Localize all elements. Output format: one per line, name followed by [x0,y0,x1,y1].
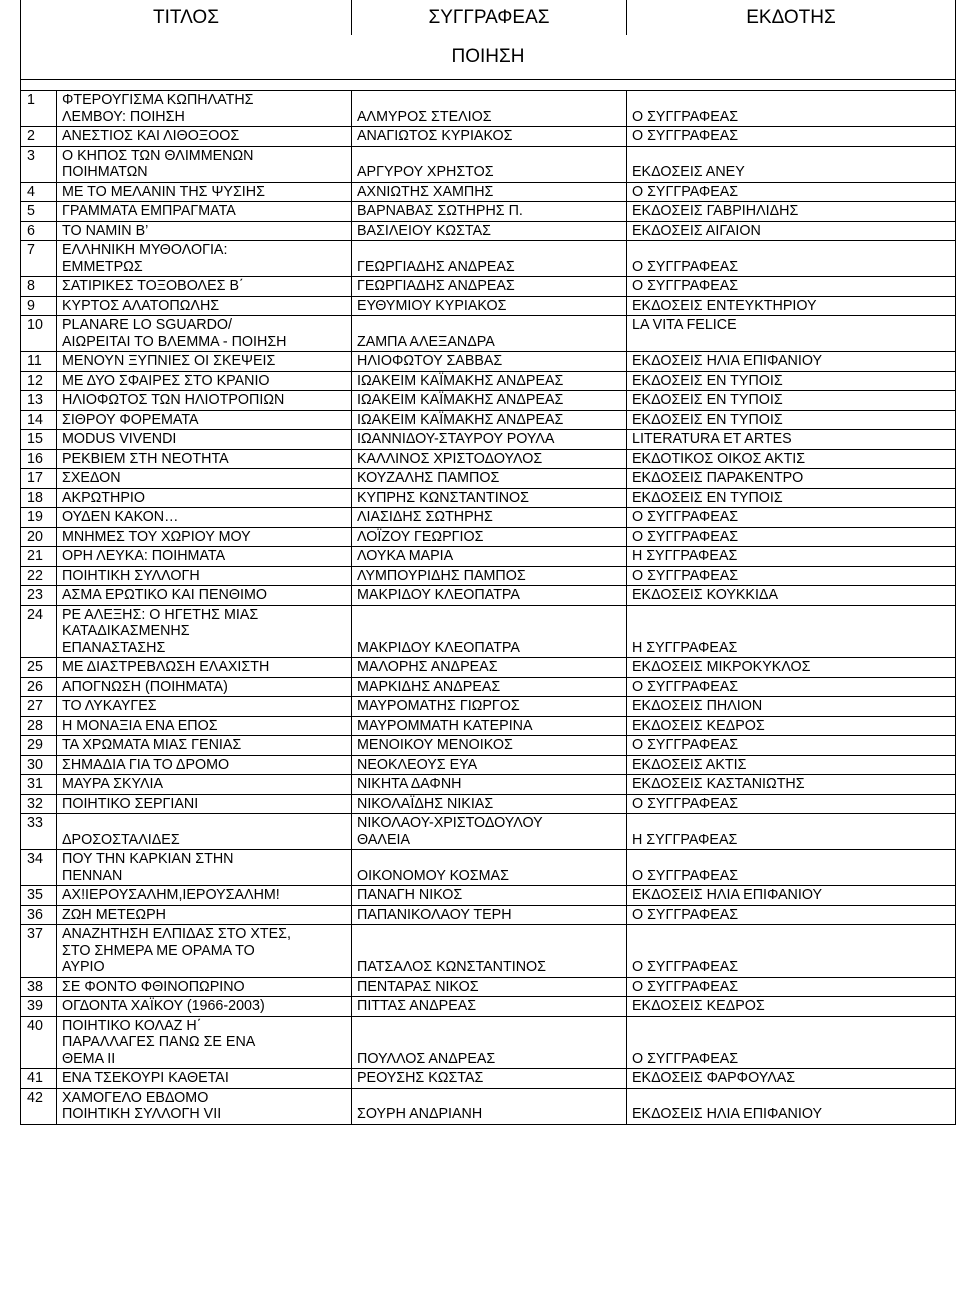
table-row [21,527,956,547]
row-publisher: Ο ΣΥΓΓΡΑΦΕΑΣ [627,925,956,978]
table-row [21,316,956,352]
row-number: 31 [21,775,57,795]
row-number: 42 [21,1088,57,1124]
table-row [21,716,956,736]
row-number: 23 [21,586,57,606]
table-body [21,80,956,1125]
row-number: 38 [21,977,57,997]
row-title: ΣΕ ΦΟΝΤΟ ΦΘΙΝΟΠΩΡΙΝΟ [57,977,352,997]
header-publisher: ΕΚΔΟΤΗΣ [627,0,956,35]
row-number: 26 [21,677,57,697]
row-publisher: ΕΚΔΟΣΕΙΣ ΓΑΒΡΙΗΛΙΔΗΣ [627,202,956,222]
row-publisher: ΕΚΔΟΣΕΙΣ ΑΚΤΙΣ [627,755,956,775]
row-title: ΜΕ ΔΙΑΣΤΡΕΒΛΩΣΗ ΕΛΑΧΙΣΤΗ [57,658,352,678]
row-author: ΝΕΟΚΛΕΟΥΣ ΕΥΑ [352,755,627,775]
row-title: ΣΙΘΡΟΥ ΦΟΡΕΜΑΤΑ [57,410,352,430]
row-publisher: Ο ΣΥΓΓΡΑΦΕΑΣ [627,527,956,547]
row-author: ΜΑΚΡΙΔΟΥ ΚΛΕΟΠΑΤΡΑ [352,586,627,606]
row-author: ΗΛΙΟΦΩΤΟΥ ΣΑΒΒΑΣ [352,352,627,372]
table-row [21,794,956,814]
table-row [21,566,956,586]
row-number: 24 [21,605,57,658]
row-publisher: Ο ΣΥΓΓΡΑΦΕΑΣ [627,182,956,202]
row-publisher: LA VITA FELICE [627,316,956,352]
row-publisher: ΕΚΔΟΣΕΙΣ ΕΝ ΤΥΠΟΙΣ [627,488,956,508]
row-author: ΜΑΛΟΡΗΣ ΑΝΔΡΕΑΣ [352,658,627,678]
table-row [21,736,956,756]
row-author: ΑΝΑΓΙΩΤΟΣ ΚΥΡΙΑΚΟΣ [352,127,627,147]
section-label: ΠΟΙΗΣΗ [21,35,956,80]
row-publisher: ΕΚΔΟΣΕΙΣ ΕΝ ΤΥΠΟΙΣ [627,410,956,430]
row-author: ΚΑΛΛΙΝΟΣ ΧΡΙΣΤΟΔΟΥΛΟΣ [352,449,627,469]
row-publisher: Ο ΣΥΓΓΡΑΦΕΑΣ [627,277,956,297]
row-publisher: ΕΚΔΟΣΕΙΣ ΕΝΤΕΥΚΤΗΡΙΟΥ [627,296,956,316]
row-author: ΛΥΜΠΟΥΡΙΔΗΣ ΠΑΜΠΟΣ [352,566,627,586]
row-author: ΚΥΠΡΗΣ ΚΩΝΣΤΑΝΤΙΝΟΣ [352,488,627,508]
table-row [21,905,956,925]
row-publisher: ΕΚΔΟΣΕΙΣ ΦΑΡΦΟΥΛΑΣ [627,1069,956,1089]
row-publisher: ΕΚΔΟΣΕΙΣ ΗΛΙΑ ΕΠΙΦΑΝΙΟΥ [627,1088,956,1124]
row-number: 10 [21,316,57,352]
row-title: ΣΑΤΙΡΙΚΕΣ ΤΟΞΟΒΟΛΕΣ Β΄ [57,277,352,297]
row-author: ΜΑΥΡΟΜΑΤΗΣ ΓΙΩΡΓΟΣ [352,697,627,717]
header-row [21,0,956,35]
row-author: ΠΑΤΣΑΛΟΣ ΚΩΝΣΤΑΝΤΙΝΟΣ [352,925,627,978]
row-author: ΠΑΠΑΝΙΚΟΛΑΟΥ ΤΕΡΗ [352,905,627,925]
row-author: ΠΑΝΑΓΗ ΝΙΚΟΣ [352,886,627,906]
row-author: ΜΕΝΟΙΚΟΥ ΜΕΝΟΙΚΟΣ [352,736,627,756]
row-title: MODUS VIVENDI [57,430,352,450]
row-publisher: ΕΚΔΟΣΕΙΣ ΑΝΕΥ [627,146,956,182]
row-publisher: Ο ΣΥΓΓΡΑΦΕΑΣ [627,794,956,814]
row-author: ΡΕΟΥΣΗΣ ΚΩΣΤΑΣ [352,1069,627,1089]
row-publisher: ΕΚΔΟΣΕΙΣ ΚΕΔΡΟΣ [627,716,956,736]
row-title: ΜΕ ΔΥΟ ΣΦΑΙΡΕΣ ΣΤΟ ΚΡΑΝΙΟ [57,371,352,391]
row-author: ΣΟΥΡΗ ΑΝΔΡΙΑΝΗ [352,1088,627,1124]
table-row [21,1088,956,1124]
row-number: 22 [21,566,57,586]
row-title: PLANARE LO SGUARDO/ ΑΙΩΡΕΙΤΑΙ ΤΟ ΒΛΕΜΜΑ - ΠΟΙΗΣΗ [57,316,352,352]
row-number: 27 [21,697,57,717]
row-publisher: ΕΚΔΟΣΕΙΣ ΠΗΛΙΟΝ [627,697,956,717]
row-author: ΛΟΪΖΟΥ ΓΕΩΡΓΙΟΣ [352,527,627,547]
row-author: ΚΟΥΖΑΛΗΣ ΠΑΜΠΟΣ [352,469,627,489]
table-row [21,296,956,316]
row-author: ΝΙΚΟΛΑΟΥ-ΧΡΙΣΤΟΔΟΥΛΟΥ ΘΑΛΕΙΑ [352,814,627,850]
row-title: ΗΛΙΟΦΩΤΟΣ ΤΩΝ ΗΛΙΟΤΡΟΠΙΩΝ [57,391,352,411]
row-title: ΜΕ ΤΟ ΜΕΛΑΝΙΝ ΤΗΣ ΨΥΣΙΗΣ [57,182,352,202]
table-row [21,977,956,997]
row-number: 9 [21,296,57,316]
table-row [21,410,956,430]
row-author: ΠΕΝΤΑΡΑΣ ΝΙΚΟΣ [352,977,627,997]
row-title: ΠΟΙΗΤΙΚΟ ΣΕΡΓΙΑΝΙ [57,794,352,814]
row-number: 5 [21,202,57,222]
row-publisher: Η ΣΥΓΓΡΑΦΕΑΣ [627,814,956,850]
row-author: ΜΑΡΚΙΔΗΣ ΑΝΔΡΕΑΣ [352,677,627,697]
row-title: ΕΛΛΗΝΙΚΗ ΜΥΘΟΛΟΓΙΑ: ΕΜΜΕΤΡΩΣ [57,241,352,277]
row-number: 16 [21,449,57,469]
row-publisher: Η ΣΥΓΓΡΑΦΕΑΣ [627,605,956,658]
row-author: ΕΥΘΥΜΙΟΥ ΚΥΡΙΑΚΟΣ [352,296,627,316]
row-title: ΑΣΜΑ ΕΡΩΤΙΚΟ ΚΑΙ ΠΕΝΘΙΜΟ [57,586,352,606]
row-author: ΙΩΑΚΕΙΜ ΚΑΪΜΑΚΗΣ ΑΝΔΡΕΑΣ [352,371,627,391]
row-title: ΕΝΑ ΤΣΕΚΟΥΡΙ ΚΑΘΕΤΑΙ [57,1069,352,1089]
row-number: 17 [21,469,57,489]
row-title: ΔΡΟΣΟΣΤΑΛΙΔΕΣ [57,814,352,850]
row-title: ΑΝΕΣΤΙΟΣ ΚΑΙ ΛΙΘΟΞΟΟΣ [57,127,352,147]
row-publisher: ΕΚΔΟΣΕΙΣ ΚΕΔΡΟΣ [627,997,956,1017]
table-row [21,814,956,850]
row-publisher: Ο ΣΥΓΓΡΑΦΕΑΣ [627,977,956,997]
table-row [21,755,956,775]
row-author: ΑΡΓΥΡΟΥ ΧΡΗΣΤΟΣ [352,146,627,182]
table-row [21,469,956,489]
row-title: ΓΡΑΜΜΑΤΑ ΕΜΠΡΑΓΜΑΤΑ [57,202,352,222]
row-title: ΜΝΗΜΕΣ ΤΟΥ ΧΩΡΙΟΥ ΜΟΥ [57,527,352,547]
table-row [21,697,956,717]
row-title: Ο ΚΗΠΟΣ ΤΩΝ ΘΛΙΜΜΕΝΩΝ ΠΟΙΗΜΑΤΩΝ [57,146,352,182]
row-title: ΜΑΥΡΑ ΣΚΥΛΙΑ [57,775,352,795]
row-title: ΚΥΡΤΟΣ ΑΛΑΤΟΠΩΛΗΣ [57,296,352,316]
row-title: ΑΠΟΓΝΩΣΗ (ΠΟΙΗΜΑΤΑ) [57,677,352,697]
row-number: 28 [21,716,57,736]
row-author: ΛΙΑΣΙΔΗΣ ΣΩΤΗΡΗΣ [352,508,627,528]
row-number: 12 [21,371,57,391]
table-row [21,277,956,297]
row-number: 19 [21,508,57,528]
row-publisher: ΕΚΔΟΣΕΙΣ ΜΙΚΡΟΚΥΚΛΟΣ [627,658,956,678]
table-row [21,658,956,678]
row-number: 39 [21,997,57,1017]
table-row [21,352,956,372]
row-title: ΠΟΙΗΤΙΚΟ ΚΟΛΑΖ Η΄ ΠΑΡΑΛΛΑΓΕΣ ΠΑΝΩ ΣΕ ΕΝΑ ΘΕΜΑ ΙΙ [57,1016,352,1069]
table-row [21,182,956,202]
row-author: ΒΑΡΝΑΒΑΣ ΣΩΤΗΡΗΣ Π. [352,202,627,222]
table-row [21,586,956,606]
row-title: ΜΕΝΟΥΝ ΞΥΠΝΙΕΣ ΟΙ ΣΚΕΨΕΙΣ [57,352,352,372]
row-publisher: Ο ΣΥΓΓΡΑΦΕΑΣ [627,127,956,147]
row-number: 34 [21,850,57,886]
table-row [21,605,956,658]
row-number: 2 [21,127,57,147]
row-number: 20 [21,527,57,547]
header-author: ΣΥΓΓΡΑΦΕΑΣ [352,0,627,35]
row-number: 35 [21,886,57,906]
row-author: ΟΙΚΟΝΟΜΟΥ ΚΟΣΜΑΣ [352,850,627,886]
row-number: 4 [21,182,57,202]
row-author: ΠΙΤΤΑΣ ΑΝΔΡΕΑΣ [352,997,627,1017]
row-author: ΑΛΜΥΡΟΣ ΣΤΕΛΙΟΣ [352,91,627,127]
section-row [21,35,956,80]
row-title: ΠΟΥ ΤΗΝ ΚΑΡΚΙΑΝ ΣΤΗΝ ΠΕΝΝΑΝ [57,850,352,886]
table-row [21,775,956,795]
table-row [21,91,956,127]
table-row [21,1016,956,1069]
row-title: ΟΓΔΟΝΤΑ ΧΑΪΚΟΥ (1966-2003) [57,997,352,1017]
row-publisher: ΕΚΔΟΣΕΙΣ ΗΛΙΑ ΕΠΙΦΑΝΙΟΥ [627,886,956,906]
row-author: ΛΟΥΚΑ ΜΑΡΙΑ [352,547,627,567]
row-publisher: Ο ΣΥΓΓΡΑΦΕΑΣ [627,677,956,697]
row-title: ΖΩΗ ΜΕΤΕΩΡΗ [57,905,352,925]
table-row [21,449,956,469]
row-title: ΤΟ ΛΥΚΑΥΓΕΣ [57,697,352,717]
row-number: 29 [21,736,57,756]
row-publisher: Ο ΣΥΓΓΡΑΦΕΑΣ [627,1016,956,1069]
row-publisher: Ο ΣΥΓΓΡΑΦΕΑΣ [627,736,956,756]
row-title: ΡΕΚΒΙΕΜ ΣΤΗ ΝΕΟΤΗΤΑ [57,449,352,469]
row-publisher: Ο ΣΥΓΓΡΑΦΕΑΣ [627,850,956,886]
row-author: ΑΧΝΙΩΤΗΣ ΧΑΜΠΗΣ [352,182,627,202]
row-author: ΙΩΑΚΕΙΜ ΚΑΪΜΑΚΗΣ ΑΝΔΡΕΑΣ [352,391,627,411]
table-row [21,677,956,697]
table-row [21,997,956,1017]
row-title: ΧΑΜΟΓΕΛΟ ΕΒΔΟΜΟ ΠΟΙΗΤΙΚΗ ΣΥΛΛΟΓΗ VII [57,1088,352,1124]
row-author: ΝΙΚΗΤΑ ΔΑΦΝΗ [352,775,627,795]
table-row [21,488,956,508]
row-title: ΣΧΕΔΟΝ [57,469,352,489]
table-row [21,547,956,567]
row-author: ΙΩΑΚΕΙΜ ΚΑΪΜΑΚΗΣ ΑΝΔΡΕΑΣ [352,410,627,430]
spacer-row [21,80,956,91]
table-row [21,202,956,222]
row-number: 25 [21,658,57,678]
row-title: ΡΕ ΑΛΕΞΗΣ: Ο ΗΓΕΤΗΣ ΜΙΑΣ ΚΑΤΑΔΙΚΑΣΜΕΝΗΣ ΕΠΑΝΑΣΤΑΣΗΣ [57,605,352,658]
row-title: ΑΧ!ΙΕΡΟΥΣΑΛΗΜ,ΙΕΡΟΥΣΑΛΗΜ! [57,886,352,906]
row-number: 8 [21,277,57,297]
row-publisher: Ο ΣΥΓΓΡΑΦΕΑΣ [627,508,956,528]
table-row [21,430,956,450]
row-number: 15 [21,430,57,450]
row-publisher: ΕΚΔΟΣΕΙΣ ΕΝ ΤΥΠΟΙΣ [627,371,956,391]
header-title: ΤΙΤΛΟΣ [21,0,352,35]
table-row [21,221,956,241]
table-row [21,1069,956,1089]
books-table [20,0,956,1125]
row-publisher: Ο ΣΥΓΓΡΑΦΕΑΣ [627,91,956,127]
row-publisher: Ο ΣΥΓΓΡΑΦΕΑΣ [627,241,956,277]
row-publisher: ΕΚΔΟΣΕΙΣ ΚΑΣΤΑΝΙΩΤΗΣ [627,775,956,795]
row-publisher: ΕΚΔΟΣΕΙΣ ΚΟΥΚΚΙΔΑ [627,586,956,606]
row-title: ΤΑ ΧΡΩΜΑΤΑ ΜΙΑΣ ΓΕΝΙΑΣ [57,736,352,756]
row-number: 32 [21,794,57,814]
table-row [21,391,956,411]
table-row [21,241,956,277]
row-number: 3 [21,146,57,182]
row-title: ΠΟΙΗΤΙΚΗ ΣΥΛΛΟΓΗ [57,566,352,586]
row-number: 1 [21,91,57,127]
row-number: 18 [21,488,57,508]
row-publisher: ΕΚΔΟΣΕΙΣ ΕΝ ΤΥΠΟΙΣ [627,391,956,411]
table-row [21,886,956,906]
row-number: 7 [21,241,57,277]
row-title: ΦΤΕΡΟΥΓΙΣΜΑ ΚΩΠΗΛΑΤΗΣ ΛΕΜΒΟΥ: ΠΟΙΗΣΗ [57,91,352,127]
row-author: ΒΑΣΙΛΕΙΟΥ ΚΩΣΤΑΣ [352,221,627,241]
row-author: ΓΕΩΡΓΙΑΔΗΣ ΑΝΔΡΕΑΣ [352,277,627,297]
row-number: 30 [21,755,57,775]
table-row [21,146,956,182]
row-title: ΑΚΡΩΤΗΡΙΟ [57,488,352,508]
row-number: 13 [21,391,57,411]
row-title: ΤΟ ΝΑΜΙΝ Β’ [57,221,352,241]
row-number: 21 [21,547,57,567]
row-author: ΖΑΜΠΑ ΑΛΕΞΑΝΔΡΑ [352,316,627,352]
row-publisher: Ο ΣΥΓΓΡΑΦΕΑΣ [627,905,956,925]
row-number: 37 [21,925,57,978]
row-author: ΜΑΚΡΙΔΟΥ ΚΛΕΟΠΑΤΡΑ [352,605,627,658]
table-row [21,371,956,391]
row-author: ΓΕΩΡΓΙΑΔΗΣ ΑΝΔΡΕΑΣ [352,241,627,277]
row-title: ΟΥΔΕΝ ΚΑΚΟΝ… [57,508,352,528]
row-publisher: Ο ΣΥΓΓΡΑΦΕΑΣ [627,566,956,586]
row-number: 41 [21,1069,57,1089]
row-number: 6 [21,221,57,241]
table-row [21,925,956,978]
row-author: ΜΑΥΡΟΜΜΑΤΗ ΚΑΤΕΡΙΝΑ [352,716,627,736]
row-number: 40 [21,1016,57,1069]
row-publisher: ΕΚΔΟΣΕΙΣ ΠΑΡΑΚΕΝΤΡΟ [627,469,956,489]
row-number: 33 [21,814,57,850]
spacer-cell [21,80,956,91]
row-number: 14 [21,410,57,430]
row-publisher: Η ΣΥΓΓΡΑΦΕΑΣ [627,547,956,567]
row-title: ΑΝΑΖΗΤΗΣΗ ΕΛΠΙΔΑΣ ΣΤΟ ΧΤΕΣ, ΣΤΟ ΣΗΜΕΡΑ ΜΕ ΟΡΑΜΑ ΤΟ ΑΥΡΙΟ [57,925,352,978]
table-row [21,127,956,147]
table-row [21,508,956,528]
row-number: 11 [21,352,57,372]
row-author: ΠΟΥΛΛΟΣ ΑΝΔΡΕΑΣ [352,1016,627,1069]
row-title: Η ΜΟΝΑΞΙΑ ΕΝΑ ΕΠΟΣ [57,716,352,736]
row-publisher: LITERATURA ET ARTES [627,430,956,450]
row-title: ΣΗΜΑΔΙΑ ΓΙΑ ΤΟ ΔΡΟΜΟ [57,755,352,775]
row-publisher: ΕΚΔΟΣΕΙΣ ΑΙΓΑΙΟΝ [627,221,956,241]
row-publisher: ΕΚΔΟΤΙΚΟΣ ΟΙΚΟΣ ΑΚΤΙΣ [627,449,956,469]
row-publisher: ΕΚΔΟΣΕΙΣ ΗΛΙΑ ΕΠΙΦΑΝΙΟΥ [627,352,956,372]
row-author: ΙΩΑΝΝΙΔΟΥ-ΣΤΑΥΡΟΥ ΡΟΥΛΑ [352,430,627,450]
row-number: 36 [21,905,57,925]
row-title: ΟΡΗ ΛΕΥΚΑ: ΠΟΙΗΜΑΤΑ [57,547,352,567]
row-author: ΝΙΚΟΛΑΪΔΗΣ ΝΙΚΙΑΣ [352,794,627,814]
table-row [21,850,956,886]
